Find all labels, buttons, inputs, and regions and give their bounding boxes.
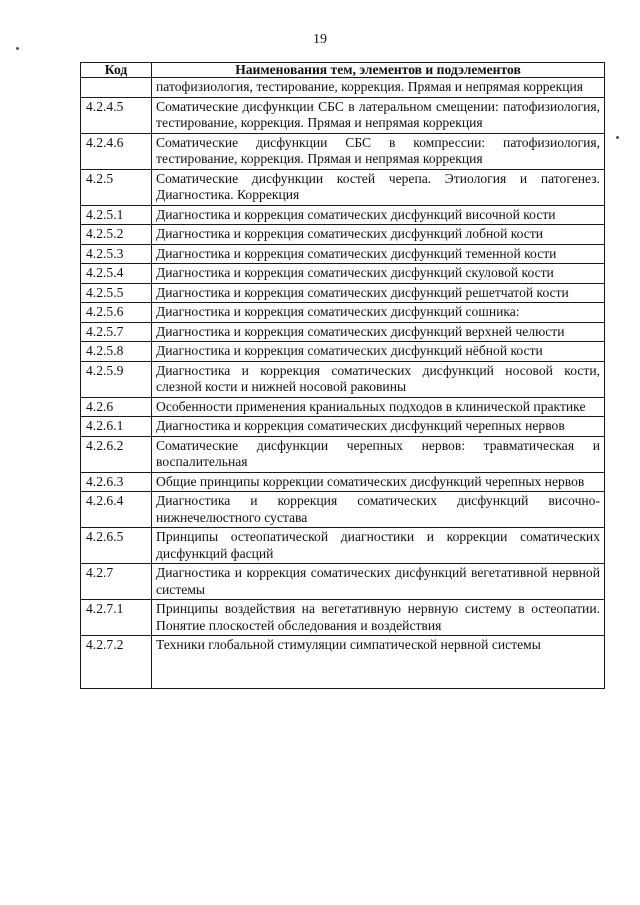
table-row <box>81 283 605 303</box>
row-name: Диагностика и коррекция соматических дисфункций решетчатой кости <box>152 283 605 303</box>
row-code: 4.2.5.3 <box>81 244 152 264</box>
table-row <box>81 322 605 342</box>
row-name: Соматические дисфункции костей черепа. Этиология и патогенез. Диагностика. Коррекция <box>152 169 605 205</box>
row-code: 4.2.4.5 <box>81 97 152 133</box>
table-row <box>81 78 605 98</box>
table-row <box>81 225 605 245</box>
table-row <box>81 244 605 264</box>
table-row <box>81 492 605 528</box>
row-name: Диагностика и коррекция соматических дисфункций сошника: <box>152 303 605 323</box>
row-name: Техники глобальной стимуляции симпатической нервной системы <box>152 636 605 689</box>
table-row <box>81 528 605 564</box>
row-code: 4.2.6.2 <box>81 436 152 472</box>
row-code: 4.2.7.2 <box>81 636 152 689</box>
row-code: 4.2.6 <box>81 397 152 417</box>
table-row <box>81 417 605 437</box>
table-row <box>81 636 605 689</box>
table-row <box>81 397 605 417</box>
row-name: Диагностика и коррекция соматических дисфункций височно-нижнечелюстного сустава <box>152 492 605 528</box>
row-code: 4.2.5.8 <box>81 342 152 362</box>
table-row <box>81 600 605 636</box>
column-header-name: Наименования тем, элементов и подэлементов <box>152 63 605 78</box>
row-name: Особенности применения краниальных подходов в клинической практике <box>152 397 605 417</box>
page-number: 19 <box>313 32 327 47</box>
row-name: Соматические дисфункции СБС в компрессии: патофизиология, тестирование, коррекция. Прямая и непрямая коррекция <box>152 133 605 169</box>
row-name: Принципы воздействия на вегетативную нервную систему в остеопатии. Понятие плоскостей обследования и воздействия <box>152 600 605 636</box>
row-code: 4.2.4.6 <box>81 133 152 169</box>
row-name: Диагностика и коррекция соматических дисфункций верхней челюсти <box>152 322 605 342</box>
row-code: 4.2.5.7 <box>81 322 152 342</box>
row-code: 4.2.5.2 <box>81 225 152 245</box>
row-code: 4.2.7 <box>81 564 152 600</box>
row-code: 4.2.7.1 <box>81 600 152 636</box>
row-code: 4.2.5.1 <box>81 205 152 225</box>
table-row <box>81 169 605 205</box>
table-row <box>81 303 605 323</box>
row-name: Диагностика и коррекция соматических дисфункций лобной кости <box>152 225 605 245</box>
row-name: Диагностика и коррекция соматических дисфункций височной кости <box>152 205 605 225</box>
curriculum-table <box>80 62 605 689</box>
row-code: 4.2.6.5 <box>81 528 152 564</box>
table-row <box>81 436 605 472</box>
row-name: патофизиология, тестирование, коррекция. Прямая и непрямая коррекция <box>152 78 605 98</box>
row-code: 4.2.5.5 <box>81 283 152 303</box>
row-name: Диагностика и коррекция соматических дисфункций черепных нервов <box>152 417 605 437</box>
table-row <box>81 472 605 492</box>
table-row <box>81 342 605 362</box>
scan-speck <box>616 136 619 139</box>
row-name: Диагностика и коррекция соматических дисфункций вегетативной нервной системы <box>152 564 605 600</box>
scan-speck <box>16 47 19 50</box>
row-code: 4.2.6.1 <box>81 417 152 437</box>
row-name: Соматические дисфункции СБС в латеральном смещении: патофизиология, тестирование, коррекция. Прямая и непрямая коррекция <box>152 97 605 133</box>
table-row <box>81 205 605 225</box>
table-row <box>81 97 605 133</box>
row-name: Диагностика и коррекция соматических дисфункций теменной кости <box>152 244 605 264</box>
table-row <box>81 564 605 600</box>
row-code: 4.2.5.9 <box>81 361 152 397</box>
column-header-code: Код <box>81 63 152 78</box>
table-row <box>81 361 605 397</box>
row-name: Общие принципы коррекции соматических дисфункций черепных нервов <box>152 472 605 492</box>
row-code: 4.2.5 <box>81 169 152 205</box>
row-name: Диагностика и коррекция соматических дисфункций носовой кости, слезной кости и нижней носовой раковины <box>152 361 605 397</box>
row-name: Диагностика и коррекция соматических дисфункций скуловой кости <box>152 264 605 284</box>
row-name: Диагностика и коррекция соматических дисфункций нёбной кости <box>152 342 605 362</box>
row-code: 4.2.5.4 <box>81 264 152 284</box>
row-code <box>81 78 152 98</box>
row-code: 4.2.6.3 <box>81 472 152 492</box>
table-row <box>81 133 605 169</box>
row-code: 4.2.5.6 <box>81 303 152 323</box>
row-name: Соматические дисфункции черепных нервов: травматическая и воспалительная <box>152 436 605 472</box>
row-code: 4.2.6.4 <box>81 492 152 528</box>
table-header-row <box>81 63 605 78</box>
table-row <box>81 264 605 284</box>
row-name: Принципы остеопатической диагностики и коррекции соматических дисфункций фасций <box>152 528 605 564</box>
